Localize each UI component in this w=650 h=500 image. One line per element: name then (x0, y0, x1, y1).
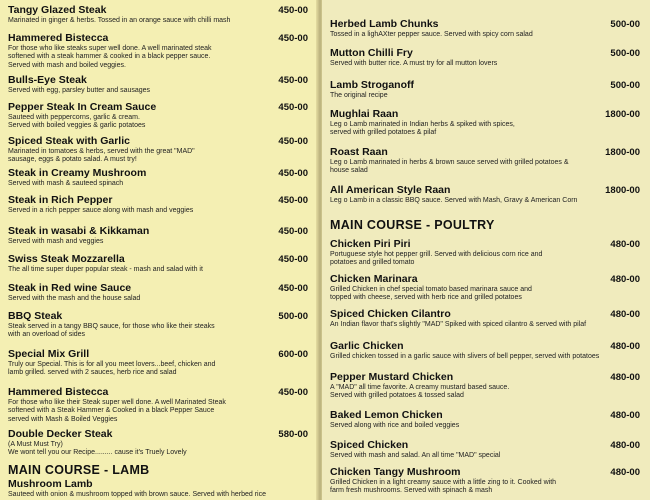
menu-item-description (8, 114, 308, 131)
description-line: served with grilled potatoes & pilaf (330, 129, 437, 137)
menu-item-price: 450-00 (278, 33, 308, 44)
description-line: Leg o Lamb marinated in herbs & brown sauce served with grilled potatoes & (330, 159, 569, 166)
menu-item-price: 450-00 (278, 387, 308, 398)
menu-item-description (8, 87, 308, 95)
menu-item (8, 4, 308, 25)
menu-item (330, 146, 640, 176)
menu-item-description (8, 361, 308, 378)
menu-item-header (330, 146, 640, 158)
menu-item-name: Herbed Lamb Chunks (330, 18, 439, 30)
menu-item-header (8, 194, 308, 206)
menu-item-price: 450-00 (278, 5, 308, 16)
menu-item-price: 480-00 (610, 239, 640, 250)
menu-item-name: Hammered Bistecca (8, 386, 109, 398)
menu-item-name: Bulls-Eye Steak (8, 74, 87, 86)
description-line: Leg o Lamb marinated in Indian herbs & spiked with spices, (330, 121, 515, 128)
menu-item-header (330, 409, 640, 421)
menu-item-header (330, 340, 640, 352)
menu-item (8, 135, 308, 165)
menu-item-name: Chicken Tangy Mushroom (330, 466, 461, 478)
menu-item-description (330, 197, 640, 205)
menu-item-description (8, 17, 308, 25)
menu-item-name: Hammered Bistecca (8, 32, 109, 44)
description-line: Steak served in a tangy BBQ sauce, for those who like their steaks (8, 323, 215, 330)
description-line: For those who like their Steak super well done. A well Marinated Steak (8, 399, 226, 406)
menu-item-price: 450-00 (278, 75, 308, 86)
menu-item-description (330, 286, 640, 303)
menu-item-price: 480-00 (610, 274, 640, 285)
menu-item-description (330, 251, 640, 268)
menu-item (8, 74, 308, 95)
description-line: Sauteed with peppercorns, garlic & cream. (8, 114, 140, 121)
menu-item-description (330, 159, 640, 176)
menu-item (330, 371, 640, 401)
description-line: farm fresh mushrooms. Served with spinach & mash (330, 487, 493, 495)
menu-item-name: All American Style Raan (330, 184, 451, 196)
menu-item (330, 47, 640, 68)
menu-item (330, 184, 640, 205)
menu-item (330, 18, 640, 39)
menu-item (8, 32, 308, 70)
menu-item-description (8, 323, 308, 340)
menu-item-price: 580-00 (278, 429, 308, 440)
menu-item (8, 282, 308, 303)
menu-item-description (330, 384, 640, 401)
menu-item-price: 450-00 (278, 226, 308, 237)
description-line: Truly our Special. This is for all you meet lovers...beef, chicken and (8, 361, 216, 368)
menu-item-price: 1800-00 (605, 147, 640, 158)
description-line: Sauteed with onion & mushroom topped with brown sauce. Served with herbed rice (8, 491, 266, 498)
menu-item-name: Spiced Chicken Cilantro (330, 308, 451, 320)
menu-item-price: 450-00 (278, 168, 308, 179)
menu-item-description (8, 399, 308, 424)
menu-item-name: Baked Lemon Chicken (330, 409, 443, 421)
menu-item-description (8, 266, 308, 274)
menu-item (8, 310, 308, 340)
menu-item (8, 478, 308, 499)
menu-item (8, 348, 308, 378)
menu-item-price: 450-00 (278, 195, 308, 206)
menu-item-price: 500-00 (610, 80, 640, 91)
description-line: Grilled chicken tossed in a garlic sauce with slivers of bell pepper, served with potatoes (330, 353, 600, 360)
menu-item-header (330, 108, 640, 120)
menu-item-price: 450-00 (278, 136, 308, 147)
menu-item-header (8, 478, 308, 490)
menu-item-description (330, 353, 640, 361)
description-line: house salad (330, 167, 368, 175)
menu-item-price: 480-00 (610, 341, 640, 352)
menu-item (330, 108, 640, 138)
menu-item-name: Chicken Marinara (330, 273, 418, 285)
description-line: Served with grilled potatoes & tossed salad (330, 392, 464, 400)
description-line: served with Mash & Boiled Veggies (8, 415, 118, 423)
menu-item-header (330, 18, 640, 30)
menu-item-price: 1800-00 (605, 185, 640, 196)
menu-item-price: 480-00 (610, 372, 640, 383)
menu-item-name: Chicken Piri Piri (330, 238, 411, 250)
description-line: For those who like steaks super well done. A well marinated steak (8, 45, 212, 52)
description-line: Served along with rice and boiled veggies (330, 422, 460, 429)
menu-item-name: Pepper Steak In Cream Sauce (8, 101, 157, 113)
description-line: We wont tell you our Recipe......... cause it's Truely Lovely (8, 449, 187, 457)
menu-item-description (330, 452, 640, 460)
menu-item-header (330, 79, 640, 91)
menu-item-header (8, 348, 308, 360)
menu-item-price: 600-00 (278, 349, 308, 360)
menu-item-description (330, 121, 640, 138)
description-line: The original recipe (330, 92, 388, 99)
description-line: softened with a Steak Hammer & Cooked in a black Pepper Sauce (8, 407, 215, 415)
menu-item-header (8, 253, 308, 265)
menu-item-name: Steak in Rich Pepper (8, 194, 113, 206)
section-heading: MAIN COURSE - POULTRY (330, 218, 495, 232)
menu-item-description (330, 60, 640, 68)
menu-item-name: Roast Raan (330, 146, 388, 158)
description-line: Served with mash and salad. An all time "MAD" special (330, 452, 501, 459)
menu-item-header (330, 308, 640, 320)
menu-item-name: BBQ Steak (8, 310, 63, 322)
menu-item-description (8, 207, 308, 215)
menu-item-name: Steak in Creamy Mushroom (8, 167, 147, 179)
description-line: topped with cheese, served with herb rice and grilled potatoes (330, 294, 522, 302)
menu-item (330, 308, 640, 329)
menu-item-description (8, 441, 308, 458)
description-line: Grilled Chicken in a light creamy sauce with a little zing to it. Cooked with (330, 479, 557, 486)
menu-item-name: Steak in Red wine Sauce (8, 282, 132, 294)
menu-item-price: 500-00 (610, 19, 640, 30)
menu-item-description (8, 148, 308, 165)
menu-item (8, 194, 308, 215)
menu-item-name: Double Decker Steak (8, 428, 113, 440)
menu-item-price: 450-00 (278, 254, 308, 265)
menu-item-header (330, 466, 640, 478)
menu-item-name: Pepper Mustard Chicken (330, 371, 454, 383)
description-line: potatoes and grilled tomato (330, 259, 415, 267)
menu-item-name: Tangy Glazed Steak (8, 4, 107, 16)
menu-item-name: Spiced Steak with Garlic (8, 135, 130, 147)
menu-item (8, 386, 308, 424)
description-line: Served with butter rice. A must try for all mutton lovers (330, 60, 498, 67)
menu-item (8, 428, 308, 458)
menu-item-name: Garlic Chicken (330, 340, 404, 352)
menu-item-header (8, 428, 308, 440)
menu-item-description (330, 92, 640, 100)
description-line: with an overload of sides (8, 331, 86, 339)
description-line: Served in a rich pepper sauce along with mash and veggies (8, 207, 194, 214)
description-line: (A Must Must Try) (8, 441, 63, 448)
description-line: sausage, eggs & potato salad. A must try! (8, 156, 137, 164)
menu-item-price: 1800-00 (605, 109, 640, 120)
menu-item-price: 480-00 (610, 410, 640, 421)
menu-item-price: 500-00 (610, 48, 640, 59)
right-page (322, 0, 650, 500)
menu-item-header (8, 74, 308, 86)
menu-item-description (8, 295, 308, 303)
menu-item-price: 450-00 (278, 283, 308, 294)
menu-item-header (8, 101, 308, 113)
menu-item (8, 225, 308, 246)
menu-item-header (8, 135, 308, 147)
menu-item-header (330, 184, 640, 196)
menu-item-description (8, 45, 308, 70)
menu-item (330, 273, 640, 303)
menu-item-price: 480-00 (610, 309, 640, 320)
description-line: Served with mash and boiled veggies. (8, 61, 126, 69)
menu-item-header (330, 238, 640, 250)
menu-item-header (8, 310, 308, 322)
description-line: Served with egg, parsley butter and sausages (8, 87, 151, 94)
menu-item-price: 480-00 (610, 440, 640, 451)
menu-item (330, 466, 640, 496)
description-line: Served with the mash and the house salad (8, 295, 141, 302)
description-line: softened with a steak hammer & cooked in a black pepper sauce. (8, 53, 211, 61)
menu-item (8, 167, 308, 188)
description-line: Tossed in a lighAXter pepper sauce. Served with spicy corn salad (330, 31, 533, 38)
menu-item (8, 253, 308, 274)
description-line: Served with mash & sauteed spinach (8, 180, 124, 187)
menu-item-description (8, 491, 308, 499)
menu-item (330, 340, 640, 361)
menu-item-header (8, 386, 308, 398)
menu-item-header (330, 273, 640, 285)
menu-item-description (330, 321, 640, 329)
menu-item-header (8, 282, 308, 294)
description-line: Portuguese style hot pepper grill. Served with delicious corn rice and (330, 251, 543, 258)
description-line: A "MAD" all time favorite. A creamy mustard based sauce. (330, 384, 510, 391)
menu-item-price: 450-00 (278, 102, 308, 113)
description-line: Served with mash and veggies (8, 238, 104, 245)
menu-item-description (330, 479, 640, 496)
menu-item (330, 238, 640, 268)
menu-item-header (330, 47, 640, 59)
menu-item-name: Mughlai Raan (330, 108, 399, 120)
description-line: Grilled Chicken in chef special tomato based marinara sauce and (330, 286, 532, 293)
menu-item-description (8, 238, 308, 246)
description-line: Leg o Lamb in a classic BBQ sauce. Served with Mash, Gravy & American Corn (330, 197, 578, 204)
menu-item-name: Special Mix Grill (8, 348, 90, 360)
menu-item (330, 79, 640, 100)
menu-item (330, 409, 640, 430)
description-line: Served with boiled veggies & garlic potatoes (8, 122, 146, 130)
menu-item-description (8, 180, 308, 188)
menu-item-price: 500-00 (278, 311, 308, 322)
menu-item-name: Steak in wasabi & Kikkaman (8, 225, 150, 237)
description-line: The all time super duper popular steak - mash and salad with it (8, 266, 203, 273)
left-page (0, 0, 318, 500)
menu-item-name: Spiced Chicken (330, 439, 409, 451)
menu-item (330, 439, 640, 460)
section-heading: MAIN COURSE - LAMB (8, 463, 150, 477)
menu-item (8, 101, 308, 131)
description-line: Marinated in tomatoes & herbs, served with the great "MAD" (8, 148, 195, 155)
menu-item-header (8, 225, 308, 237)
menu-item-description (330, 422, 640, 430)
description-line: lamb grilled. served with 2 sauces, herb rice and salad (8, 369, 177, 377)
menu-item-header (330, 371, 640, 383)
description-line: An Indian flavor that's slightly "MAD" Spiked with spiced cilantro & served with pilaf (330, 321, 587, 328)
menu-item-header (8, 32, 308, 44)
menu-item-header (8, 4, 308, 16)
menu-item-header (8, 167, 308, 179)
menu-item-name: Mushroom Lamb (8, 478, 93, 490)
menu-item-name: Mutton Chilli Fry (330, 47, 413, 59)
menu-item-name: Swiss Steak Mozzarella (8, 253, 125, 265)
menu-item-name: Lamb Stroganoff (330, 79, 414, 91)
menu-item-description (330, 31, 640, 39)
description-line: Marinated in ginger & herbs. Tossed in an orange sauce with chilli mash (8, 17, 231, 24)
menu-item-header (330, 439, 640, 451)
menu-item-price: 480-00 (610, 467, 640, 478)
